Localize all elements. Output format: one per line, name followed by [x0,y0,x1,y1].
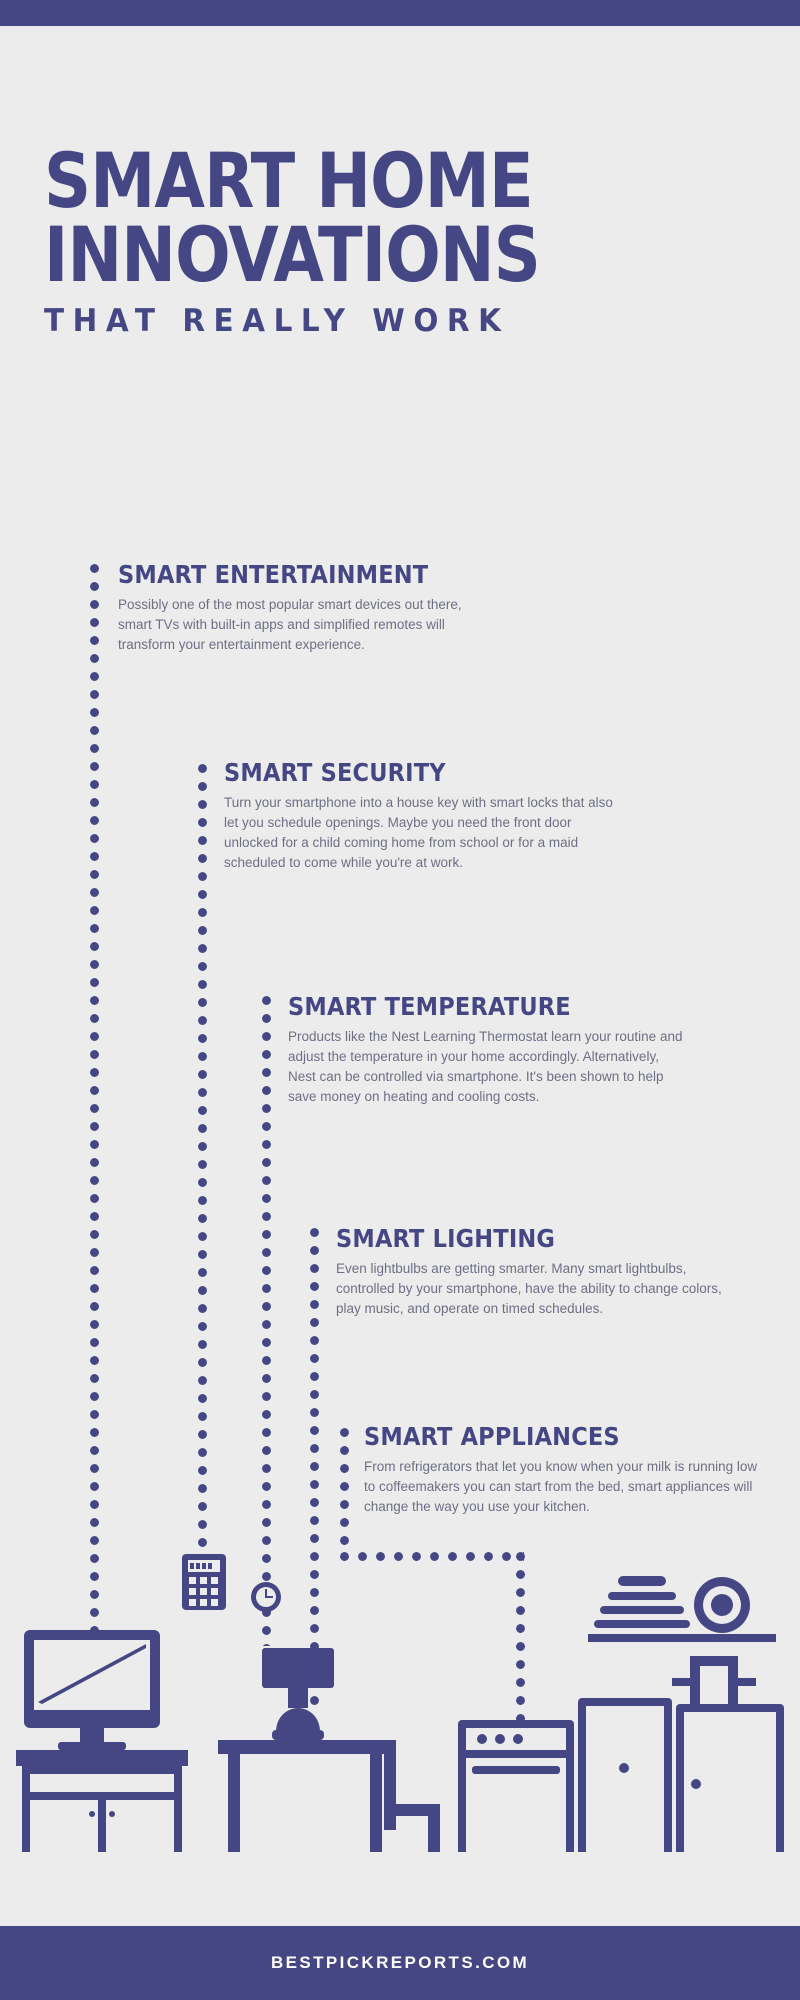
section-smart-lighting [336,1224,726,1319]
tv-icon [24,1630,160,1750]
footer-bar [0,1926,800,2000]
section-heading: SMART SECURITY [224,758,446,787]
dotted-line-appliances [340,1428,349,1558]
keypad-lock-icon [182,1554,226,1610]
home-illustration [0,1552,800,1852]
dotted-line-temperature [262,996,271,1646]
section-heading: SMART APPLIANCES [364,1422,620,1451]
title-line-1: SMART HOME [44,136,533,225]
section-smart-security [224,758,614,872]
section-heading: SMART LIGHTING [336,1224,556,1253]
title-subtitle: THAT REALLY WORK [44,302,510,339]
table-lamp-icon [262,1648,334,1740]
desk-icon [218,1740,392,1852]
section-body: From refrigerators that let you know when your milk is running low to coffeemakers you can start from the bed, smart appliances will change the way you use your kitchen. [364,1459,758,1514]
refrigerator-icon [578,1698,672,1852]
top-accent-bar [0,0,800,26]
section-heading: SMART TEMPERATURE [288,992,571,1021]
title-line-2: INNOVATIONS [44,210,540,300]
section-smart-temperature [288,992,688,1106]
footer-website: BESTPICKREPORTS.COM [270,1953,530,1972]
section-body: Possibly one of the most popular smart devices out there, smart TVs with built-in apps and simplified remotes will transform your entertainment experience. [118,597,462,652]
infographic-canvas [0,26,800,1926]
section-body: Turn your smartphone into a house key with smart locks that also let you schedule openings. Maybe you need the front door unlocked for a child coming home from school or for a maid scheduled to come while you're at work. [224,795,613,870]
sink-cabinet-icon [676,1704,784,1852]
section-smart-entertainment [118,560,498,655]
section-body: Products like the Nest Learning Thermostat learn your routine and adjust the temperature in your home accordingly. Alternatively, Nest can be controlled via smartphone. It's been shown to help save money on heating and cooling costs. [288,1029,683,1104]
dotted-line-entertainment [90,564,99,1674]
pan-icon [694,1577,750,1633]
section-smart-appliances [364,1422,764,1517]
stove-icon [458,1720,574,1852]
section-body: Even lightbulbs are getting smarter. Many smart lightbulbs, controlled by your smartphone, have the ability to change colors, play music, and operate on timed schedules. [336,1261,722,1316]
dotted-line-security [198,764,207,1610]
tv-cabinet-icon [16,1750,188,1852]
thermostat-dial-icon [251,1582,281,1612]
page-title [44,136,744,339]
faucet-icon [672,1656,756,1704]
chair-icon [384,1740,440,1852]
section-heading: SMART ENTERTAINMENT [118,560,429,589]
